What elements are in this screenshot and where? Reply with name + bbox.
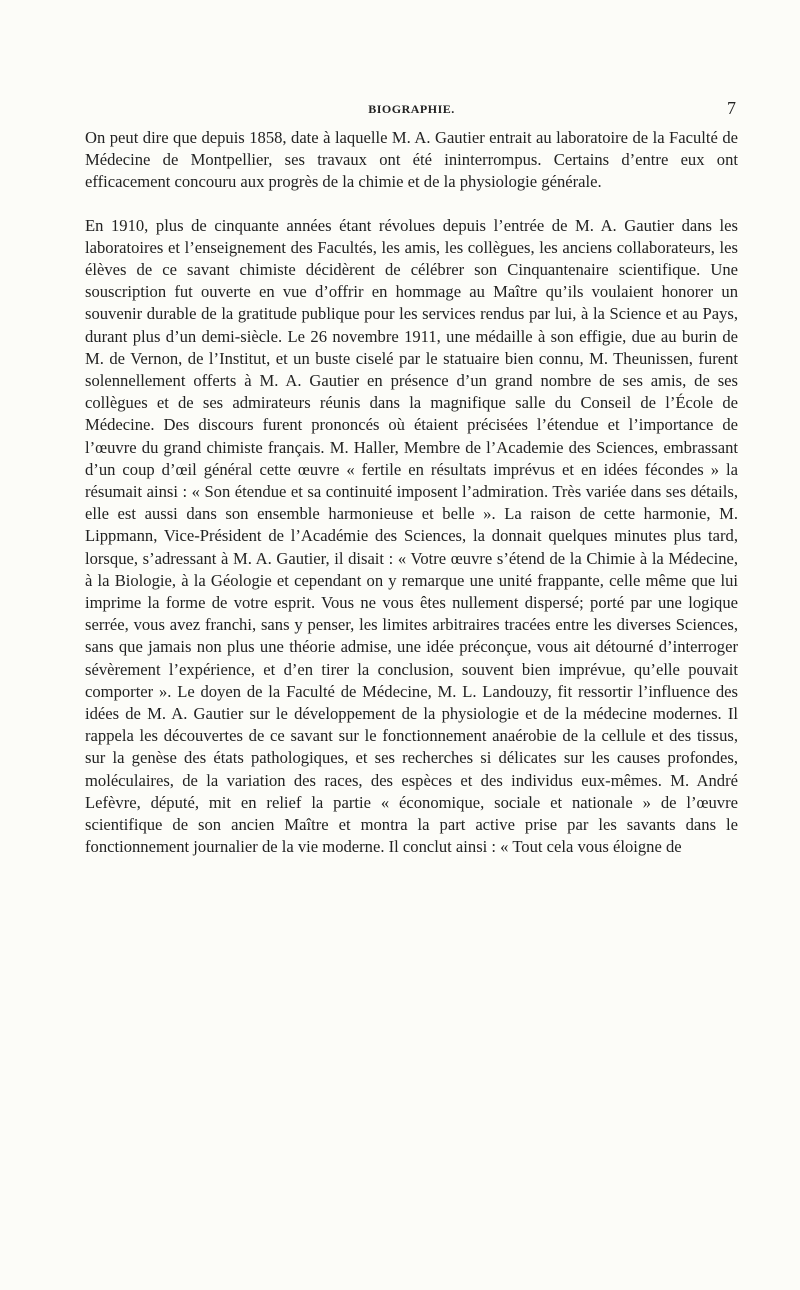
page-number: 7 <box>727 98 736 118</box>
paragraph: En 1910, plus de cinquante années étant révolues depuis l’entrée de M. A. Gautier dans les laboratoires et l’enseignement des Facultés, les amis, les collègues, les anciens collaborateurs, les élèves de ce savant chimiste décidèrent de célébrer son Cinquantenaire scientifique. Une souscription fut ouverte en vue d’offrir en hommage au Maître qu’ils voulaient honorer un souvenir durable de la gratitude publique pour les services rendus par lui, à la Science et au Pays, durant plus d’un demi-siècle. Le 26 novembre 1911, une médaille à son effigie, due au burin de M. de Vernon, de l’Institut, et un buste ciselé par le statuaire bien connu, M. Theunissen, furent solennellement offerts à M. A. Gautier en présence d’un grand nombre de ses amis, de ses collègues et de ses admirateurs réunis dans la magnifique salle du Conseil de l’École de Médecine. Des discours furent prononcés où étaient précisées l’étendue et l’importance de l’œuvre du grand chimiste français. M. Haller, Membre de l’Academie des Sciences, embrassant d’un coup d’œil général cette œuvre « fertile en résultats imprévus et en idées fécondes » la résumait ainsi : « Son étendue et sa continuité imposent l’admiration. Très variée dans ses détails, elle est aussi dans son ensemble harmonieuse et belle ». La raison de cette harmonie, M. Lippmann, Vice-Président de l’Académie des Sciences, la donnait quelques minutes plus tard, lorsque, s’adressant à M. A. Gautier, il disait : « Votre œuvre s’étend de la Chimie à la Médecine, à la Biologie, à la Géologie et cependant on y remarque une unité frappante, celle même que lui imprime la forme de votre esprit. Vous ne vous êtes nullement dispersé; porté par une logique serrée, vous avez franchi, sans y penser, les limites arbitraires tracées entre les diverses Sciences, sans que jamais non plus une théorie admise, une idée préconçue, vous ait détourné d’interroger sévèrement l’expérience, et d’en tirer la conclusion, souvent bien imprévue, qu’elle pouvait comporter ». Le doyen de la Faculté de Médecine, M. L. Landouzy, fit ressortir l’influence des idées de M. A. Gautier sur le développement de la physiologie et de la médecine modernes. Il rappela les découvertes de ce savant sur le fonctionnement anaérobie de la cellule et des tissus, sur la genèse des états pathologiques, et ses recherches si délicates sur les causes profondes, moléculaires, de la variation des races, des espèces et des individus eux-mêmes. M. André Lefèvre, député, mit en relief la partie « économique, sociale et nationale » de l’œuvre scientifique de son ancien Maître et montra la part active prise par les savants dans le fonctionnement journalier de la vie moderne. Il conclut ainsi : « Tout cela vous éloigne de <box>85 215 738 857</box>
paragraph: On peut dire que depuis 1858, date à laquelle M. A. Gautier entrait au laboratoire de la Faculté de Médecine de Montpellier, ses travaux ont été ininterrompus. Certains d’entre eux ont efficacement concouru aux progrès de la chimie et de la physiologie générale. <box>85 128 738 192</box>
body-text <box>85 127 738 859</box>
running-title: BIOGRAPHIE. <box>368 102 455 116</box>
running-head <box>85 98 738 120</box>
